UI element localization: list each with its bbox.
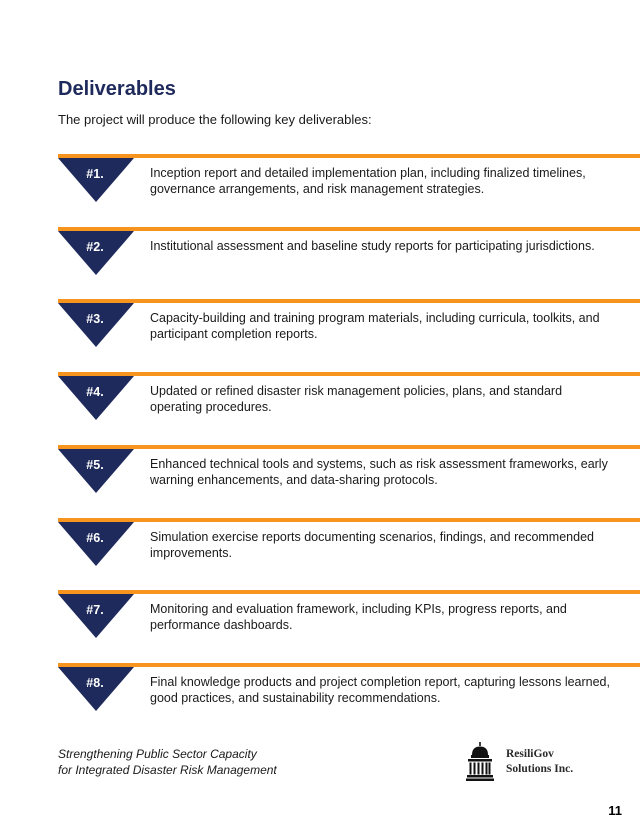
deliverable-text: Monitoring and evaluation framework, including KPIs, progress reports, and performance dashboards. <box>150 602 567 632</box>
deliverable-item <box>0 663 640 723</box>
deliverable-number: #2. <box>86 240 104 254</box>
footer-tagline <box>58 747 277 778</box>
accent-divider <box>58 372 640 376</box>
company-name <box>506 747 573 777</box>
footer-tagline-line-2: for Integrated Disaster Risk Management <box>58 762 277 777</box>
deliverable-number: #3. <box>86 312 104 326</box>
deliverable-number: #7. <box>86 603 104 617</box>
accent-divider <box>58 445 640 449</box>
deliverable-text: Updated or refined disaster risk management policies, plans, and standard operating procedures. <box>150 384 563 414</box>
deliverable-text: Final knowledge products and project completion report, capturing lessons learned, good practices, and sustainability recommendations. <box>150 675 610 705</box>
deliverable-text: Enhanced technical tools and systems, such as risk assessment frameworks, early warning enhancements, and data-sharing protocols. <box>150 457 608 487</box>
section-heading: Deliverables <box>58 78 176 100</box>
accent-divider <box>58 299 640 303</box>
deliverable-item <box>0 299 640 359</box>
accent-divider <box>58 663 640 667</box>
company-name-line-1: ResiliGov <box>506 748 554 760</box>
footer-tagline-line-1: Strengthening Public Sector Capacity <box>58 747 257 761</box>
deliverable-number: #4. <box>86 385 104 399</box>
deliverable-item <box>0 445 640 505</box>
deliverable-item <box>0 154 640 214</box>
deliverable-number: #1. <box>86 167 104 181</box>
deliverable-text: Inception report and detailed implementation plan, including finalized timelines, governance arrangements, and risk management strategies. <box>150 166 586 196</box>
accent-divider <box>58 590 640 594</box>
deliverable-item <box>0 372 640 432</box>
accent-divider <box>58 518 640 522</box>
deliverable-number: #6. <box>86 531 104 545</box>
deliverable-number: #5. <box>86 458 104 472</box>
deliverable-text: Simulation exercise reports documenting scenarios, findings, and recommended improvements. <box>150 530 594 560</box>
page-number: 11 <box>608 803 622 818</box>
deliverable-text: Capacity-building and training program materials, including curricula, toolkits, and participant completion reports. <box>150 311 600 341</box>
section-intro: The project will produce the following key deliverables: <box>58 112 372 127</box>
deliverable-item <box>0 518 640 578</box>
capitol-building-icon <box>466 742 494 787</box>
deliverable-item <box>0 590 640 650</box>
deliverable-item <box>0 227 640 287</box>
deliverable-text: Institutional assessment and baseline study reports for participating jurisdictions. <box>150 239 595 253</box>
accent-divider <box>58 154 640 158</box>
deliverable-number: #8. <box>86 676 104 690</box>
accent-divider <box>58 227 640 231</box>
company-name-line-2: Solutions Inc. <box>506 763 574 775</box>
